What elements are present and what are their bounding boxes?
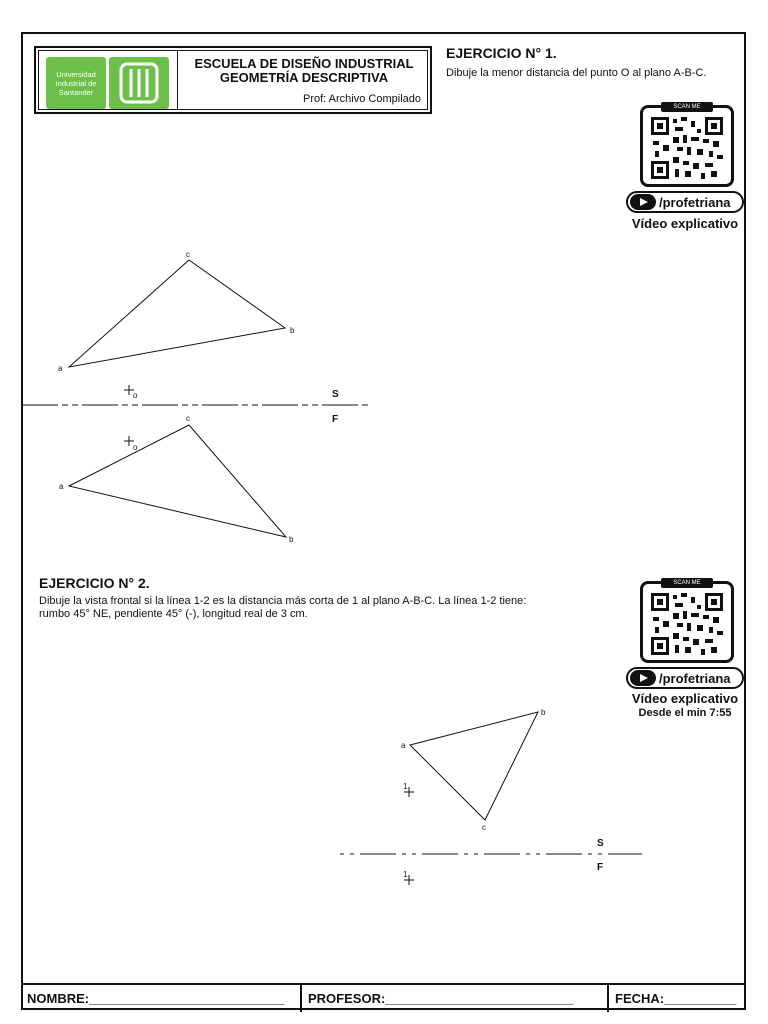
ex2-top-triangle [401, 708, 546, 832]
footer-fecha[interactable]: FECHA:__________ [607, 985, 746, 1012]
exercise-1-title: EJERCICIO N° 1. [446, 45, 557, 61]
exercise-2-text-line-2: rumbo 45° NE, pendiente 45° (-), longitud real de 3 cm. [39, 608, 308, 620]
ex2-label-b: b [541, 708, 546, 717]
channel-name-2: /profetriana [659, 670, 731, 686]
exercise-1-text: Dibuje la menor distancia del punto O al plano A-B-C. [446, 67, 707, 79]
ex1-ref-f: F [332, 414, 339, 425]
ex1-front-label-b: b [289, 535, 294, 544]
ex2-ref-f: F [597, 862, 604, 873]
video-label-2: Vídeo explicativo [631, 691, 739, 706]
ex1-top-triangle [58, 250, 295, 373]
ex2-label-1-top: 1 [403, 782, 408, 791]
footer-nombre[interactable]: NOMBRE:___________________________ [27, 991, 285, 1006]
ex2-label-1-front: 1 [403, 870, 408, 879]
qr-tag-1: SCAN ME [661, 102, 713, 112]
ex2-triangle-shape [410, 712, 538, 820]
ex1-front-triangle [59, 414, 294, 544]
ex1-top-point-o [124, 385, 138, 400]
professor-label: Prof: Archivo Compilado [303, 93, 421, 105]
school-line-1: ESCUELA DE DISEÑO INDUSTRIAL [194, 56, 414, 71]
ex1-top-label-o: o [133, 391, 138, 400]
ex1-front-triangle-shape [69, 425, 286, 537]
university-logo-text: Universidad Industrial de Santander [46, 57, 106, 109]
video-label-1: Vídeo explicativo [631, 216, 739, 231]
ex1-ref-s: S [332, 389, 339, 400]
channel-name-1: /profetriana [659, 194, 731, 210]
ex1-front-point-o [124, 436, 138, 452]
ex2-top-point-1 [403, 782, 414, 797]
ex1-front-label-c: c [186, 414, 190, 423]
video-sub-label-2: Desde el min 7:55 [638, 707, 732, 719]
ex1-top-label-b: b [290, 326, 295, 335]
school-line-2: GEOMETRÍA DESCRIPTIVA [219, 70, 389, 85]
ex1-top-triangle-shape [69, 260, 285, 367]
ex2-ref-s: S [597, 838, 604, 849]
qr-tag-2: SCAN ME [661, 578, 713, 588]
exercise-2-title: EJERCICIO N° 2. [39, 575, 150, 591]
ex1-top-label-c: c [186, 250, 190, 259]
footer-bar [21, 983, 746, 1012]
footer-profesor[interactable]: PROFESOR:__________________________ [300, 985, 607, 1012]
ex2-label-a: a [401, 741, 406, 750]
ex1-top-label-a: a [58, 364, 63, 373]
ex2-front-point-1 [403, 870, 414, 885]
ex1-front-label-a: a [59, 482, 64, 491]
ex2-label-c: c [482, 823, 486, 832]
ex1-front-label-o: o [133, 443, 138, 452]
exercise-2-text-line-1: Dibuje la vista frontal si la línea 1-2 es la distancia más corta de 1 al plano A-B-C. La línea 1-2 tiene: [39, 595, 527, 607]
